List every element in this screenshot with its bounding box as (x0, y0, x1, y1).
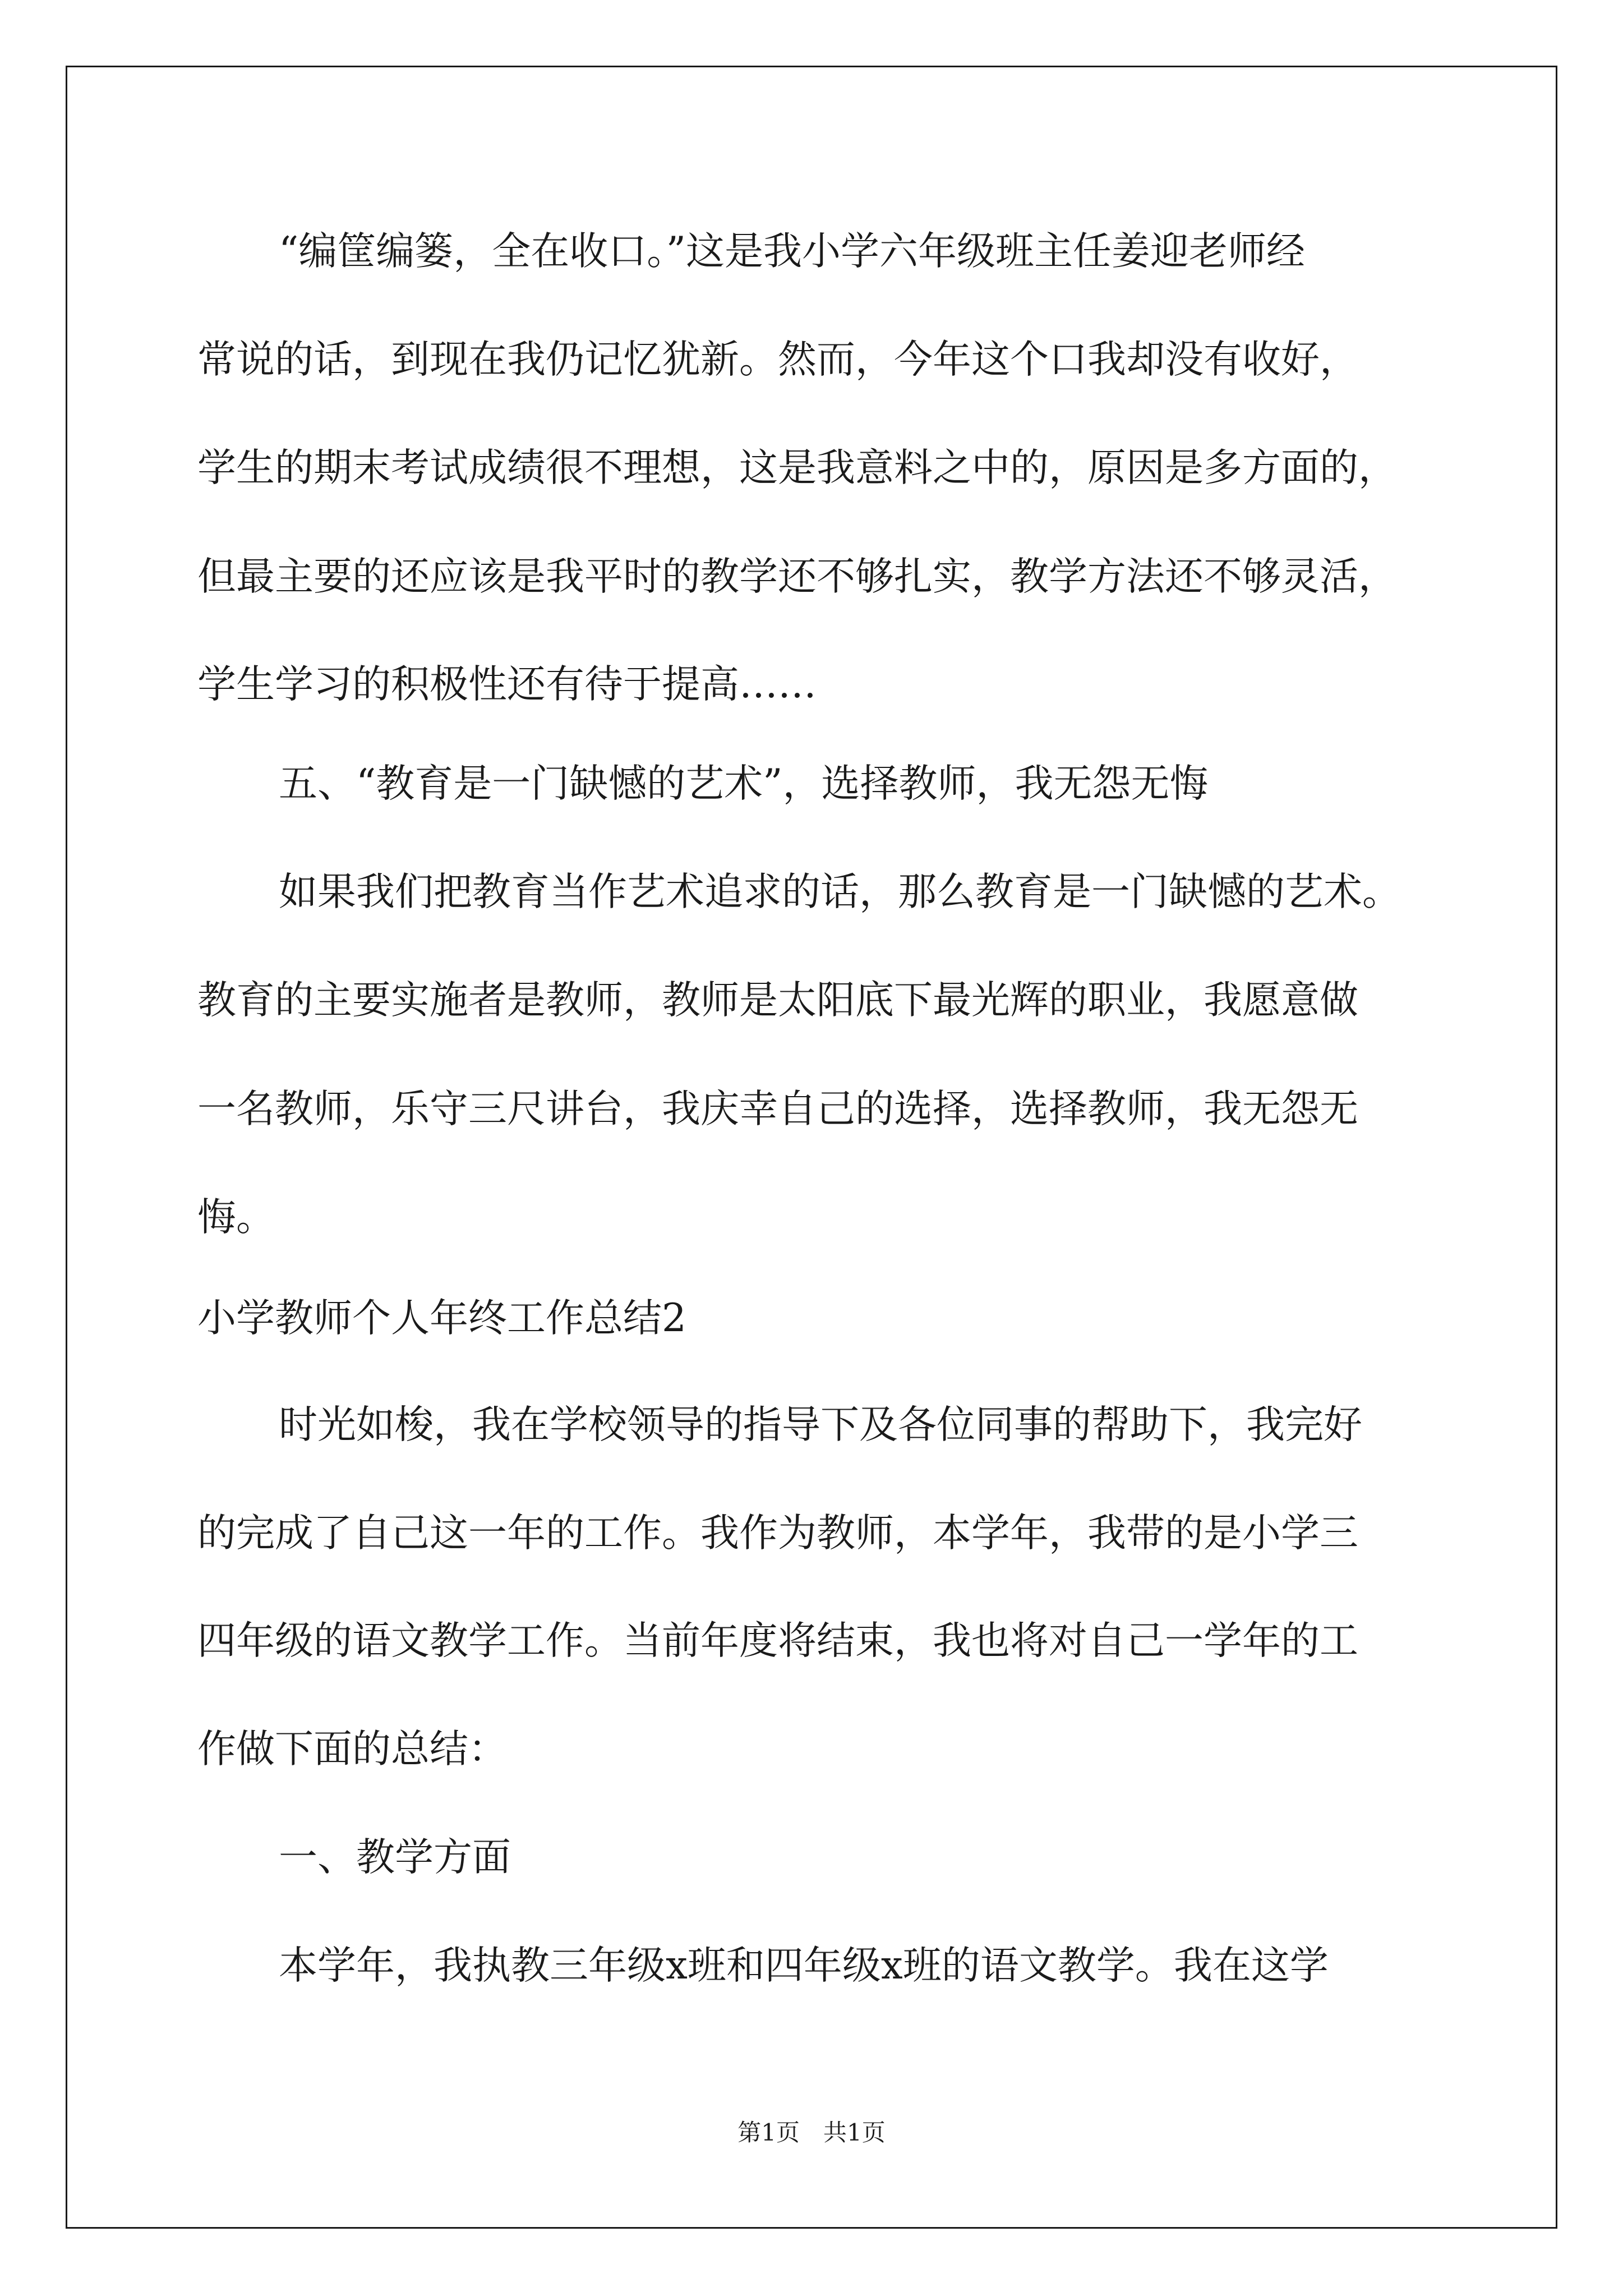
paragraph-line: 如果我们把教育当作艺术追求的话，那么教育是一门缺憾的艺术。 (279, 869, 1401, 914)
paragraph-line: 学生学习的积极性还有待于提高…… (197, 662, 817, 707)
article-title: 小学教师个人年终工作总结2 (197, 1296, 686, 1341)
paragraph-line: 时光如梭，我在学校领导的指导下及各位同事的帮助下，我完好 (279, 1402, 1362, 1447)
paragraph-line: 教育的主要实施者是教师，教师是太阳底下最光辉的职业，我愿意做 (197, 978, 1358, 1023)
section-heading: 五、“教育是一门缺憾的艺术”，选择教师，我无怨无悔 (279, 761, 1209, 806)
paragraph-line: 的完成了自己这一年的工作。我作为教师，本学年，我带的是小学三 (197, 1511, 1358, 1556)
paragraph-line: 作做下面的总结： (197, 1727, 507, 1772)
paragraph-line: “编筐编篓，全在收口。”这是我小学六年级班主任姜迎老师经 (279, 229, 1306, 274)
paragraph-line: 一名教师，乐守三尺讲台，我庆幸自己的选择，选择教师，我无怨无 (197, 1087, 1358, 1131)
paragraph-line: 四年级的语文教学工作。当前年度将结束，我也将对自己一学年的工 (197, 1618, 1358, 1663)
paragraph-line: 学生的期末考试成绩很不理想，这是我意料之中的，原因是多方面的， (197, 445, 1397, 490)
paragraph-line: 悔。 (197, 1195, 275, 1240)
page-number-footer: 第1页 共1页 (737, 2119, 886, 2146)
paragraph-line: 本学年，我执教三年级x班和四年级x班的语文教学。我在这学 (279, 1943, 1329, 1988)
section-heading: 一、教学方面 (279, 1835, 511, 1880)
paragraph-line: 但最主要的还应该是我平时的教学还不够扎实，教学方法还不够灵活， (197, 554, 1397, 599)
page-border (66, 66, 1557, 2229)
paragraph-line: 常说的话，到现在我仍记忆犹新。然而，今年这个口我却没有收好， (197, 337, 1358, 382)
